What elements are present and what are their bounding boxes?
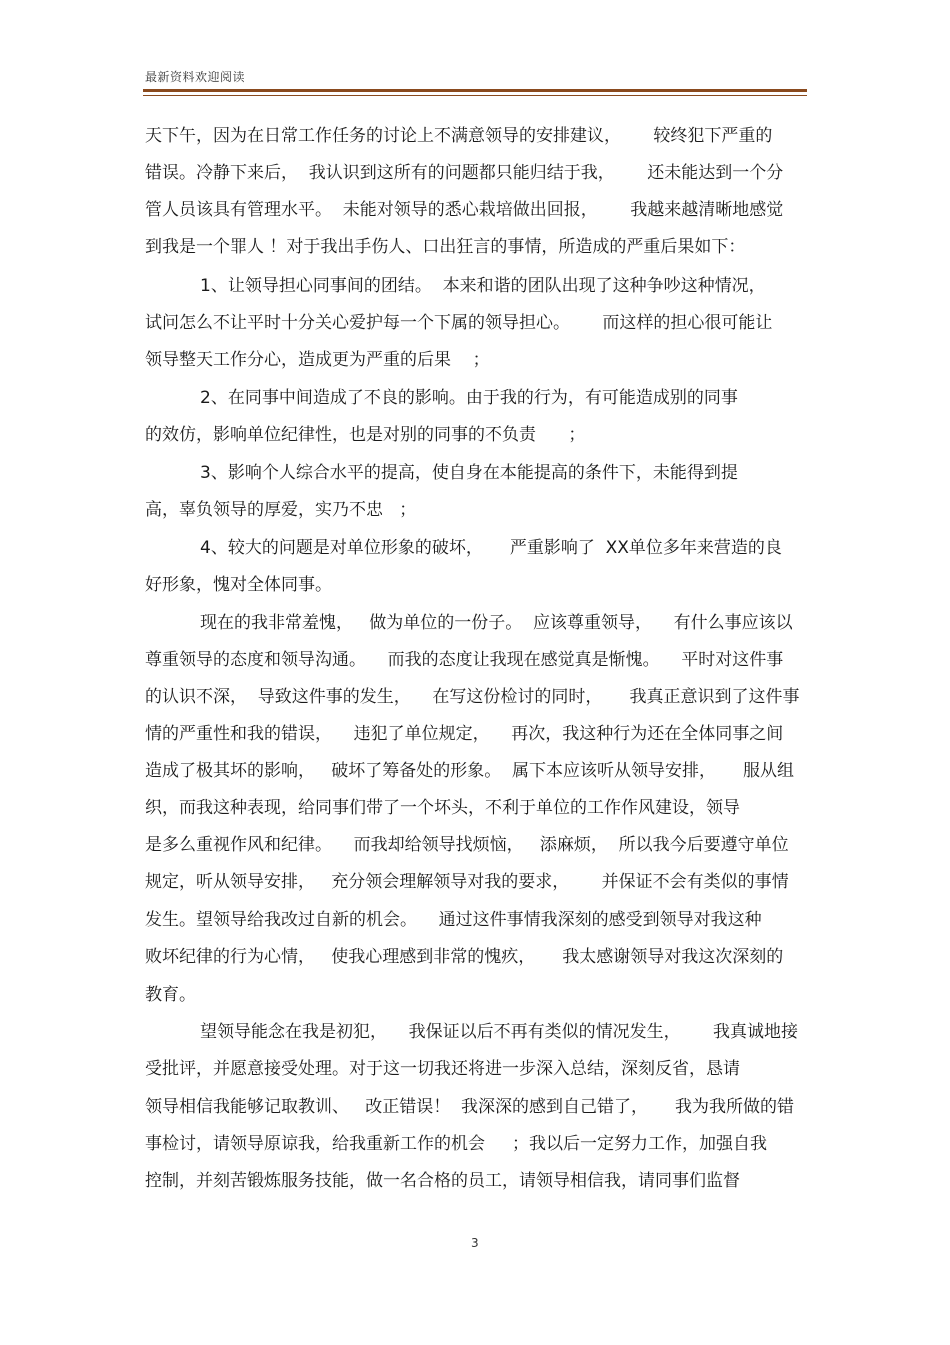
text-line: 发生。望领导给我改过自新的机会。 通过这件事情我深刻的感受到领导对我这种 [145,910,762,930]
text-line: 事检讨，请领导原谅我，给我重新工作的机会 ；我以后一定努力工作，加强自我 [145,1134,768,1154]
text-line: 的效仿，影响单位纪律性，也是对别的同事的不负责 ； [145,425,586,445]
text-line: 控制，并刻苦锻炼服务技能，做一名合格的员工，请领导相信我，请同事们监督 [145,1171,740,1191]
text-line: 教育。 [145,985,196,1005]
text-line: 现在的我非常羞愧， 做为单位的一份子。 应该尊重领导， 有什么事应该以 [200,613,793,633]
text-line: 受批评，并愿意接受处理。对于这一切我还将进一步深入总结，深刻反省，恳请 [145,1059,740,1079]
header-rule-thin [143,95,807,96]
text-line: 领导相信我能够记取教训、 改正错误！ 我深深的感到自己错了， 我为我所做的错 [145,1097,795,1117]
text-line: 错误。冷静下来后， 我认识到这所有的问题都只能归结于我， 还未能达到一个分 [145,163,784,183]
text-line: 情的严重性和我的错误， 违犯了单位规定， 再次，我这种行为还在全体同事之间 [145,724,784,744]
text-line: 高，辜负领导的厚爱，实乃不忠 ； [145,500,417,520]
header-title: 最新资料欢迎阅读 [145,70,246,84]
text-line: 试问怎么不让平时十分关心爱护每一个下属的领导担心。 而这样的担心很可能让 [145,313,773,333]
text-line: 4、较大的问题是对单位形象的破坏， 严重影响了 XX单位多年来营造的良 [200,538,782,558]
text-line: 望领导能念在我是初犯， 我保证以后不再有类似的情况发生， 我真诚地接 [200,1022,799,1042]
text-line: 好形象，愧对全体同事。 [145,575,332,595]
text-line: 规定，听从领导安排， 充分领会理解领导对我的要求， 并保证不会有类似的事情 [145,872,789,892]
text-line: 3、影响个人综合水平的提高，使自身在本能提高的条件下，未能得到提 [200,463,738,483]
text-line: 1、让领导担心同事间的团结。 本来和谐的团队出现了这种争吵这种情况， [200,276,766,296]
header-rule-thick [143,89,807,92]
text-line: 的认识不深， 导致这件事的发生， 在写这份检讨的同时， 我真正意识到了这件事 [145,687,800,707]
text-line: 是多么重视作风和纪律。 而我却给领导找烦恼， 添麻烦， 所以我今后要遵守单位 [145,835,789,855]
page-number: 3 [471,1236,479,1250]
text-line: 管人员该具有管理水平。 未能对领导的悉心栽培做出回报， 我越来越清晰地感觉 [145,200,784,220]
text-line: 领导整天工作分心，造成更为严重的后果 ； [145,350,490,370]
text-line: 尊重领导的态度和领导沟通。 而我的态度让我现在感觉真是惭愧。 平时对这件事 [145,650,784,670]
text-line: 造成了极其坏的影响， 破坏了筹备处的形象。 属下本应该听从领导安排， 服从组 [145,761,795,781]
text-line: 2、在同事中间造成了不良的影响。由于我的行为，有可能造成别的同事 [200,388,738,408]
text-line: 天下午，因为在日常工作任务的讨论上不满意领导的安排建议， 较终犯下严重的 [145,126,773,146]
text-line: 织，而我这种表现，给同事们带了一个坏头，不利于单位的工作作风建设，领导 [145,798,740,818]
text-line: 败坏纪律的行为心情， 使我心理感到非常的愧疚， 我太感谢领导对我这次深刻的 [145,947,784,967]
text-line: 到我是一个罪人 ！对于我出手伤人、口出狂言的事情，所造成的严重后果如下： [145,237,746,257]
